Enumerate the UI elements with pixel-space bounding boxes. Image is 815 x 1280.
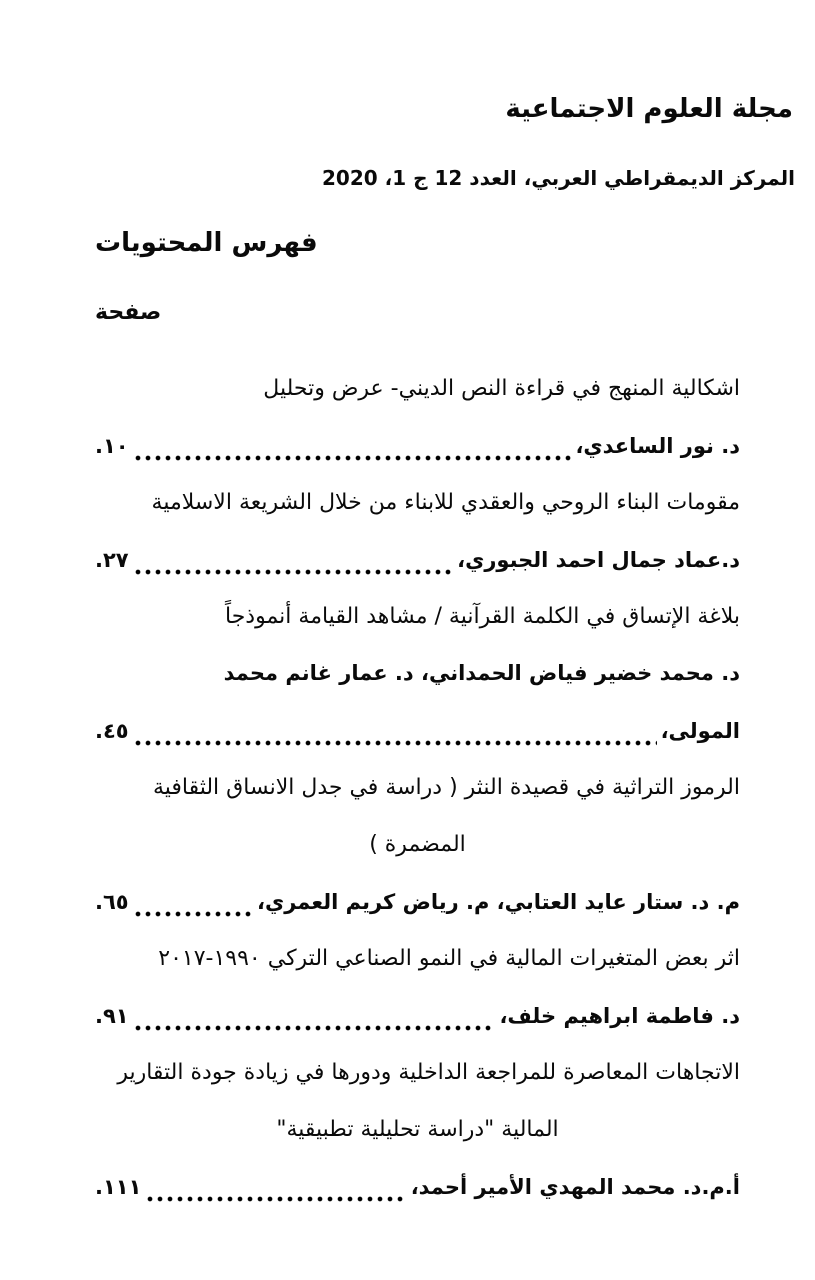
entry-author: د. نور الساعدي، [575,433,740,458]
entry-page-number: ١١١. [95,1174,142,1199]
entry-author-line: د. محمد خضير فياض الحمداني، د. عمار غانم محمد [223,661,740,685]
entry-author: د.عماد جمال احمد الجبوري، [457,547,740,572]
toc-heading: فهرس المحتويات [95,228,318,258]
entry-title: اثر بعض المتغيرات المالية في النمو الصناعي التركي ١٩٩٠-٢٠١٧ [158,946,740,971]
entry-author-row [95,531,740,588]
dot-leader [133,569,453,575]
entry-title: بلاغة الإتساق في الكلمة القرآنية / مشاهد القيامة أنموذجاً [224,604,740,629]
entry-author: م. د. ستار عايد العتابي، م. رياض كريم العمري، [257,889,740,914]
entry-page-number: ٦٥. [95,889,129,914]
entry-title: الرموز التراثية في قصيدة النثر ( دراسة في جدل الانساق الثقافية [152,775,740,800]
entry-title-continuation: المالية "دراسة تحليلية تطبيقية" [276,1117,559,1142]
entry-page-number: ٩١. [95,1003,129,1028]
dot-leader [133,455,572,461]
dot-leader [145,1196,406,1202]
entry-title-continuation: المضمرة ) [369,832,466,857]
entry-author-row [95,873,740,930]
entry-title: الاتجاهات المعاصرة للمراجعة الداخلية ودورها في زيادة جودة التقارير [117,1060,740,1085]
page-column-label: صفحة [95,300,162,325]
dot-leader [133,911,253,917]
journal-title: مجلة العلوم الاجتماعية [505,94,793,124]
entry-author-row [95,1158,740,1215]
entry-author-row [95,702,740,759]
entry-page-number: ١٠. [95,433,129,458]
toc-entries [95,360,740,1215]
entry-page-number: ٢٧. [95,547,129,572]
entry-author: أ.م.د. محمد المهدي الأمير أحمد، [410,1174,740,1199]
entry-author: د. فاطمة ابراهيم خلف، [499,1003,740,1028]
dot-leader [133,1025,496,1031]
dot-leader [133,740,657,746]
entry-author-row [95,417,740,474]
entry-author-row [95,987,740,1044]
entry-page-number: ٤٥. [95,718,129,743]
entry-author: المولى، [660,718,740,743]
entry-title: اشكالية المنهج في قراءة النص الديني- عرض وتحليل [263,376,740,401]
entry-title: مقومات البناء الروحي والعقدي للابناء من خلال الشريعة الاسلامية [151,490,740,515]
issue-line: المركز الديمقراطي العربي، العدد 12 ج 1، 2020 [322,166,795,190]
